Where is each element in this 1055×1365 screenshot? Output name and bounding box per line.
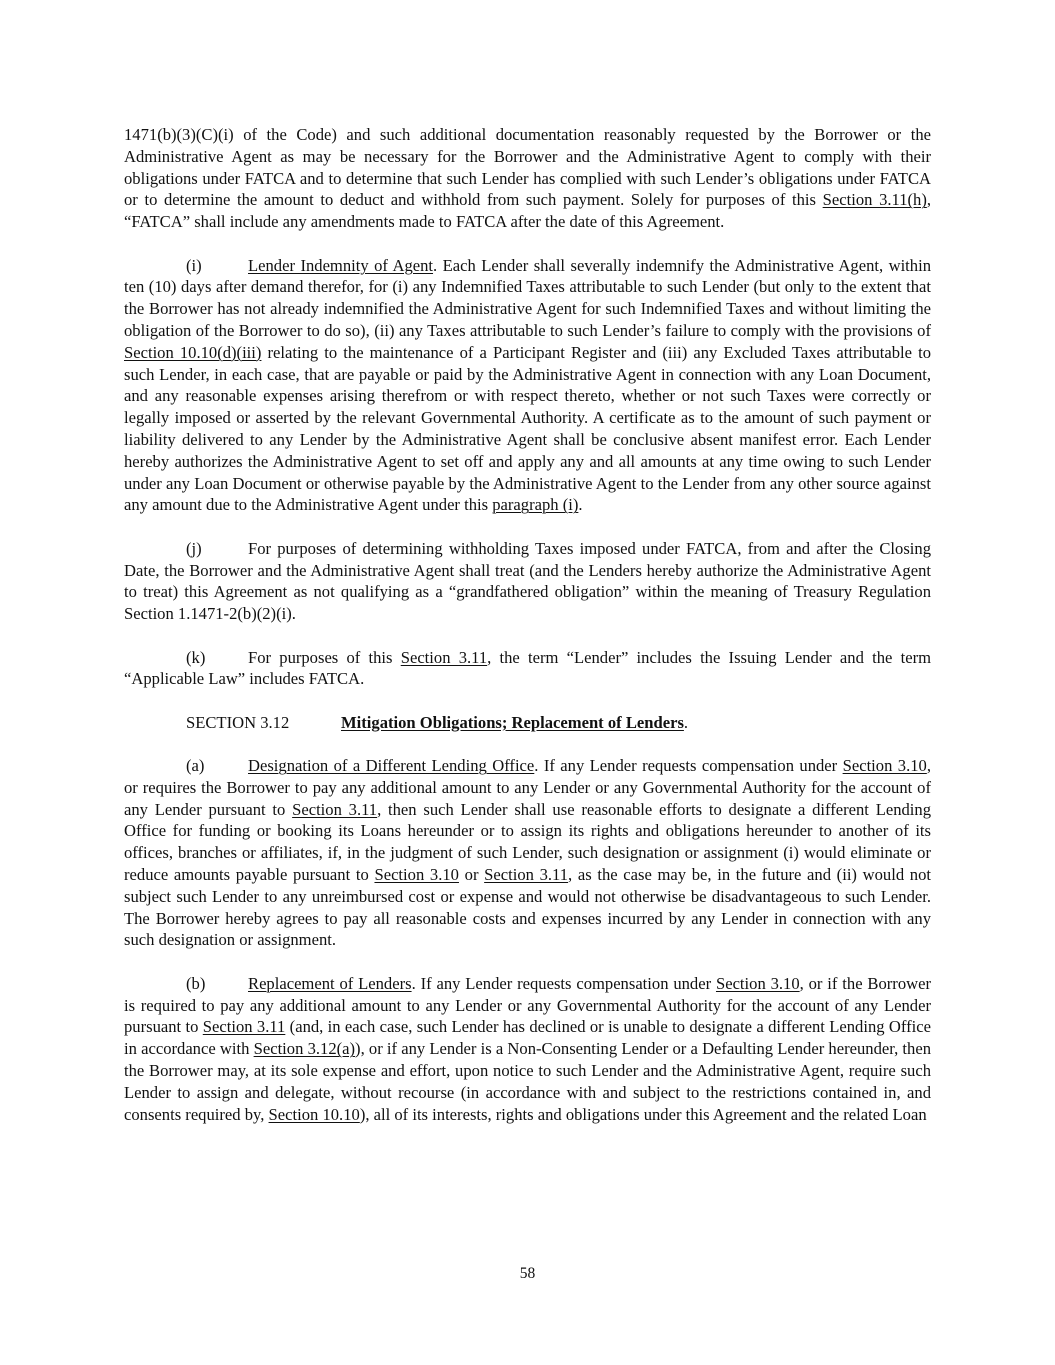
section-reference: Section 3.10 bbox=[842, 756, 927, 776]
paragraph-label: (i) bbox=[186, 255, 202, 275]
paragraph-a: (a) Designation of a Different Lending Office. If any Lender requests compensation under Section 3.10, or requires the Borrower to pay any additional amount to any Lender or any Governmental Authority for the account of any Lender pursuant to Section 3.11, then such Lender shall use reasonable efforts to designate a different Lending Office for funding or booking its Loans hereunder or to assign its rights and obligations hereunder to another of its offices, branches or affiliates, if, in the judgment of such Lender, such designation or assignment (i) would eliminate or reduce amounts payable pursuant to Section 3.10 or Section 3.11, as the case may be, in the future and (ii) would not subject such Lender to any unreimbursed cost or expense and would not otherwise be disadvantageous to such Lender. The Borrower hereby agrees to pay all reasonable costs and expenses incurred by any Lender in connection with any such designation or assignment. bbox=[124, 756, 931, 950]
paragraph-k: (k) For purposes of this Section 3.11, the term “Lender” includes the Issuing Lender and the term “Applicable Law” includes FATCA. bbox=[124, 647, 931, 689]
section-heading: SECTION 3.12 Mitigation Obligations; Replacement of Lenders. bbox=[186, 712, 689, 732]
section-reference: Section 3.12(a) bbox=[253, 1039, 356, 1059]
section-number: SECTION 3.12 bbox=[186, 712, 290, 732]
section-reference: Section 3.11 bbox=[292, 799, 378, 819]
paragraph-continuation: 1471(b)(3)(C)(i) of the Code) and such additional documentation reasonably requested by the Borrower or the Administrative Agent as may be necessary for the Borrower and the Administrative Agent to comply with their obligations under FATCA and to determine that such Lender has complied with such Lender’s obligations under FATCA or to determine the amount to deduct and withhold from such payment. Solely for purposes of this Section 3.11(h), “FATCA” shall include any amendments made to FATCA after the date of this Agreement. bbox=[124, 125, 931, 232]
section-reference: Section 10.10(d)(iii) bbox=[124, 342, 262, 362]
paragraph-j: (j) For purposes of determining withholding Taxes imposed under FATCA, from and after the Closing Date, the Borrower and the Administrative Agent shall treat (and the Lenders hereby authorize the Administrative Agent to treat) this Agreement as not qualifying as a “grandfathered obligation” within the meaning of Treasury Regulation Section 1.1471-2(b)(2)(i). bbox=[124, 538, 931, 624]
paragraph-i: (i) Lender Indemnity of Agent. Each Lender shall severally indemnify the Administrative Agent, within ten (10) days after demand therefor, for (i) any Indemnified Taxes attributable to such Lender (but only to the extent that the Borrower has not already indemnified the Administrative Agent for such Indemnified Taxes and without limiting the obligation of the Borrower to do so), (ii) any Taxes attributable to such Lender’s failure to comply with the provisions of Section 10.10(d)(iii) relating to the maintenance of a Participant Register and (iii) any Excluded Taxes attributable to such Lender, in each case, that are payable or paid by the Administrative Agent in connection with any Loan Document, and any reasonable expenses arising therefrom or with respect thereto, whether or not such Taxes were correctly or legally imposed or asserted by the relevant Governmental Authority. A certificate as to the amount of such payment or liability delivered to any Lender by the Administrative Agent shall be conclusive absent manifest error. Each Lender hereby authorizes the Administrative Agent to set off and apply any and all amounts at any time owing to such Lender under any Loan Document or otherwise payable by the Administrative Agent to the Lender from any other source against any amount due to the Administrative Agent under this paragraph (i). bbox=[124, 255, 931, 515]
paragraph-label: (b) bbox=[186, 973, 206, 993]
page-number: 58 bbox=[519, 1265, 536, 1282]
paragraph-title: Replacement of Lenders bbox=[248, 973, 412, 993]
section-reference: Section 3.10 bbox=[715, 973, 800, 993]
section-reference: Section 3.11(h) bbox=[822, 190, 927, 210]
document-page bbox=[124, 124, 931, 1147]
paragraph-label: (k) bbox=[186, 647, 206, 667]
paragraph-label: (a) bbox=[186, 756, 205, 776]
paragraph-title: Designation of a Different Lending Office bbox=[248, 756, 535, 776]
section-reference: Section 3.11 bbox=[202, 1017, 286, 1037]
section-reference: Section 3.11 bbox=[400, 647, 488, 667]
paragraph-label: (j) bbox=[186, 538, 202, 558]
paragraph-b: (b) Replacement of Lenders. If any Lender requests compensation under Section 3.10, or if the Borrower is required to pay any additional amount to any Lender or any Governmental Authority for the account of any Lender pursuant to Section 3.11 (and, in each case, such Lender has declined or is unable to designate a different Lending Office in accordance with Section 3.12(a)), or if any Lender is a Non-Consenting Lender or a Defaulting Lender hereunder, then the Borrower may, at its sole expense and effort, upon notice to such Lender and the Administrative Agent, require such Lender to assign and delegate, without recourse (in accordance with and subject to the restrictions contained in, and consents required by, Section 10.10), all of its interests, rights and obligations under this Agreement and the related Loan bbox=[124, 973, 931, 1124]
section-reference: Section 3.11 bbox=[484, 865, 569, 885]
section-title: Mitigation Obligations; Replacement of Lenders bbox=[341, 712, 684, 732]
section-reference: Section 3.10 bbox=[374, 865, 459, 885]
section-reference: Section 10.10 bbox=[268, 1104, 360, 1124]
paragraph-title: Lender Indemnity of Agent bbox=[248, 255, 434, 275]
section-reference: paragraph (i) bbox=[492, 495, 579, 515]
